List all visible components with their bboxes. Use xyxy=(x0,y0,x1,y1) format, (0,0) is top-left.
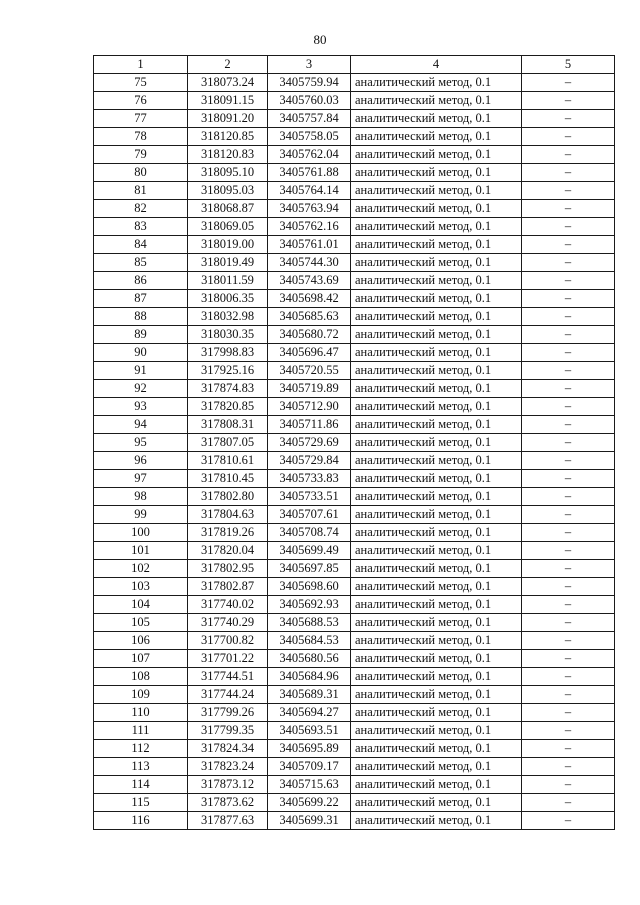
table-row xyxy=(94,506,615,524)
header-row xyxy=(94,56,615,74)
method-cell: аналитический метод, 0.1 xyxy=(351,812,522,830)
note-cell: – xyxy=(522,650,615,668)
y-coordinate-cell: 3405698.60 xyxy=(268,578,351,596)
point-number-cell: 78 xyxy=(94,128,188,146)
table-row xyxy=(94,812,615,830)
method-cell: аналитический метод, 0.1 xyxy=(351,686,522,704)
point-number-cell: 115 xyxy=(94,794,188,812)
point-number-cell: 109 xyxy=(94,686,188,704)
method-cell: аналитический метод, 0.1 xyxy=(351,560,522,578)
method-cell: аналитический метод, 0.1 xyxy=(351,362,522,380)
point-number-cell: 103 xyxy=(94,578,188,596)
x-coordinate-cell: 317701.22 xyxy=(188,650,268,668)
column-header-5: 5 xyxy=(522,56,615,74)
x-coordinate-cell: 317804.63 xyxy=(188,506,268,524)
note-cell: – xyxy=(522,236,615,254)
note-cell: – xyxy=(522,506,615,524)
method-cell: аналитический метод, 0.1 xyxy=(351,272,522,290)
x-coordinate-cell: 317925.16 xyxy=(188,362,268,380)
note-cell: – xyxy=(522,398,615,416)
y-coordinate-cell: 3405761.88 xyxy=(268,164,351,182)
point-number-cell: 98 xyxy=(94,488,188,506)
table-body xyxy=(94,74,615,830)
x-coordinate-cell: 317873.12 xyxy=(188,776,268,794)
table-row xyxy=(94,542,615,560)
x-coordinate-cell: 318120.85 xyxy=(188,128,268,146)
point-number-cell: 107 xyxy=(94,650,188,668)
point-number-cell: 110 xyxy=(94,704,188,722)
x-coordinate-cell: 317810.61 xyxy=(188,452,268,470)
note-cell: – xyxy=(522,794,615,812)
y-coordinate-cell: 3405733.83 xyxy=(268,470,351,488)
method-cell: аналитический метод, 0.1 xyxy=(351,434,522,452)
point-number-cell: 114 xyxy=(94,776,188,794)
x-coordinate-cell: 317820.85 xyxy=(188,398,268,416)
y-coordinate-cell: 3405708.74 xyxy=(268,524,351,542)
point-number-cell: 76 xyxy=(94,92,188,110)
point-number-cell: 93 xyxy=(94,398,188,416)
table-row xyxy=(94,470,615,488)
note-cell: – xyxy=(522,776,615,794)
y-coordinate-cell: 3405697.85 xyxy=(268,560,351,578)
x-coordinate-cell: 317873.62 xyxy=(188,794,268,812)
y-coordinate-cell: 3405699.31 xyxy=(268,812,351,830)
method-cell: аналитический метод, 0.1 xyxy=(351,182,522,200)
table-row xyxy=(94,776,615,794)
note-cell: – xyxy=(522,452,615,470)
method-cell: аналитический метод, 0.1 xyxy=(351,722,522,740)
note-cell: – xyxy=(522,524,615,542)
y-coordinate-cell: 3405712.90 xyxy=(268,398,351,416)
note-cell: – xyxy=(522,740,615,758)
column-header-2: 2 xyxy=(188,56,268,74)
table-row xyxy=(94,344,615,362)
x-coordinate-cell: 317820.04 xyxy=(188,542,268,560)
column-header-1: 1 xyxy=(94,56,188,74)
method-cell: аналитический метод, 0.1 xyxy=(351,758,522,776)
table-row xyxy=(94,164,615,182)
point-number-cell: 95 xyxy=(94,434,188,452)
point-number-cell: 85 xyxy=(94,254,188,272)
point-number-cell: 106 xyxy=(94,632,188,650)
y-coordinate-cell: 3405684.53 xyxy=(268,632,351,650)
note-cell: – xyxy=(522,110,615,128)
method-cell: аналитический метод, 0.1 xyxy=(351,452,522,470)
table-row xyxy=(94,200,615,218)
note-cell: – xyxy=(522,380,615,398)
method-cell: аналитический метод, 0.1 xyxy=(351,578,522,596)
note-cell: – xyxy=(522,182,615,200)
y-coordinate-cell: 3405689.31 xyxy=(268,686,351,704)
method-cell: аналитический метод, 0.1 xyxy=(351,146,522,164)
method-cell: аналитический метод, 0.1 xyxy=(351,344,522,362)
y-coordinate-cell: 3405695.89 xyxy=(268,740,351,758)
x-coordinate-cell: 317744.24 xyxy=(188,686,268,704)
y-coordinate-cell: 3405763.94 xyxy=(268,200,351,218)
y-coordinate-cell: 3405762.16 xyxy=(268,218,351,236)
table-row xyxy=(94,488,615,506)
method-cell: аналитический метод, 0.1 xyxy=(351,254,522,272)
point-number-cell: 81 xyxy=(94,182,188,200)
point-number-cell: 94 xyxy=(94,416,188,434)
table-row xyxy=(94,722,615,740)
note-cell: – xyxy=(522,614,615,632)
method-cell: аналитический метод, 0.1 xyxy=(351,110,522,128)
y-coordinate-cell: 3405743.69 xyxy=(268,272,351,290)
point-number-cell: 111 xyxy=(94,722,188,740)
method-cell: аналитический метод, 0.1 xyxy=(351,128,522,146)
x-coordinate-cell: 318019.49 xyxy=(188,254,268,272)
note-cell: – xyxy=(522,758,615,776)
coordinates-table xyxy=(93,55,615,830)
y-coordinate-cell: 3405707.61 xyxy=(268,506,351,524)
x-coordinate-cell: 317740.02 xyxy=(188,596,268,614)
method-cell: аналитический метод, 0.1 xyxy=(351,326,522,344)
y-coordinate-cell: 3405715.63 xyxy=(268,776,351,794)
table-row xyxy=(94,236,615,254)
method-cell: аналитический метод, 0.1 xyxy=(351,776,522,794)
note-cell: – xyxy=(522,416,615,434)
table-header xyxy=(94,56,615,74)
y-coordinate-cell: 3405699.49 xyxy=(268,542,351,560)
table-row xyxy=(94,146,615,164)
table-row xyxy=(94,218,615,236)
method-cell: аналитический метод, 0.1 xyxy=(351,668,522,686)
method-cell: аналитический метод, 0.1 xyxy=(351,308,522,326)
table-row xyxy=(94,578,615,596)
y-coordinate-cell: 3405685.63 xyxy=(268,308,351,326)
x-coordinate-cell: 317799.26 xyxy=(188,704,268,722)
y-coordinate-cell: 3405729.69 xyxy=(268,434,351,452)
point-number-cell: 101 xyxy=(94,542,188,560)
point-number-cell: 100 xyxy=(94,524,188,542)
y-coordinate-cell: 3405757.84 xyxy=(268,110,351,128)
note-cell: – xyxy=(522,128,615,146)
note-cell: – xyxy=(522,704,615,722)
method-cell: аналитический метод, 0.1 xyxy=(351,542,522,560)
x-coordinate-cell: 318069.05 xyxy=(188,218,268,236)
point-number-cell: 84 xyxy=(94,236,188,254)
point-number-cell: 80 xyxy=(94,164,188,182)
note-cell: – xyxy=(522,542,615,560)
y-coordinate-cell: 3405698.42 xyxy=(268,290,351,308)
table-row xyxy=(94,740,615,758)
point-number-cell: 105 xyxy=(94,614,188,632)
y-coordinate-cell: 3405762.04 xyxy=(268,146,351,164)
x-coordinate-cell: 317874.83 xyxy=(188,380,268,398)
y-coordinate-cell: 3405699.22 xyxy=(268,794,351,812)
note-cell: – xyxy=(522,722,615,740)
x-coordinate-cell: 317744.51 xyxy=(188,668,268,686)
method-cell: аналитический метод, 0.1 xyxy=(351,650,522,668)
x-coordinate-cell: 318120.83 xyxy=(188,146,268,164)
method-cell: аналитический метод, 0.1 xyxy=(351,488,522,506)
point-number-cell: 99 xyxy=(94,506,188,524)
note-cell: – xyxy=(522,272,615,290)
point-number-cell: 82 xyxy=(94,200,188,218)
x-coordinate-cell: 318011.59 xyxy=(188,272,268,290)
x-coordinate-cell: 317802.87 xyxy=(188,578,268,596)
x-coordinate-cell: 318030.35 xyxy=(188,326,268,344)
y-coordinate-cell: 3405761.01 xyxy=(268,236,351,254)
x-coordinate-cell: 317740.29 xyxy=(188,614,268,632)
note-cell: – xyxy=(522,344,615,362)
x-coordinate-cell: 318032.98 xyxy=(188,308,268,326)
note-cell: – xyxy=(522,164,615,182)
table-row xyxy=(94,398,615,416)
y-coordinate-cell: 3405720.55 xyxy=(268,362,351,380)
note-cell: – xyxy=(522,596,615,614)
point-number-cell: 86 xyxy=(94,272,188,290)
table-row xyxy=(94,362,615,380)
x-coordinate-cell: 318068.87 xyxy=(188,200,268,218)
method-cell: аналитический метод, 0.1 xyxy=(351,92,522,110)
point-number-cell: 75 xyxy=(94,74,188,92)
table-row xyxy=(94,74,615,92)
y-coordinate-cell: 3405696.47 xyxy=(268,344,351,362)
table-row xyxy=(94,308,615,326)
x-coordinate-cell: 317802.95 xyxy=(188,560,268,578)
y-coordinate-cell: 3405680.72 xyxy=(268,326,351,344)
note-cell: – xyxy=(522,434,615,452)
y-coordinate-cell: 3405759.94 xyxy=(268,74,351,92)
method-cell: аналитический метод, 0.1 xyxy=(351,236,522,254)
note-cell: – xyxy=(522,290,615,308)
y-coordinate-cell: 3405693.51 xyxy=(268,722,351,740)
note-cell: – xyxy=(522,254,615,272)
x-coordinate-cell: 317824.34 xyxy=(188,740,268,758)
table-row xyxy=(94,596,615,614)
method-cell: аналитический метод, 0.1 xyxy=(351,506,522,524)
x-coordinate-cell: 317807.05 xyxy=(188,434,268,452)
table-row xyxy=(94,560,615,578)
note-cell: – xyxy=(522,74,615,92)
point-number-cell: 112 xyxy=(94,740,188,758)
y-coordinate-cell: 3405729.84 xyxy=(268,452,351,470)
table-row xyxy=(94,524,615,542)
x-coordinate-cell: 317877.63 xyxy=(188,812,268,830)
point-number-cell: 96 xyxy=(94,452,188,470)
x-coordinate-cell: 317998.83 xyxy=(188,344,268,362)
table-row xyxy=(94,128,615,146)
x-coordinate-cell: 317799.35 xyxy=(188,722,268,740)
method-cell: аналитический метод, 0.1 xyxy=(351,74,522,92)
x-coordinate-cell: 317819.26 xyxy=(188,524,268,542)
note-cell: – xyxy=(522,326,615,344)
point-number-cell: 83 xyxy=(94,218,188,236)
table-row xyxy=(94,182,615,200)
note-cell: – xyxy=(522,578,615,596)
method-cell: аналитический метод, 0.1 xyxy=(351,596,522,614)
y-coordinate-cell: 3405733.51 xyxy=(268,488,351,506)
note-cell: – xyxy=(522,92,615,110)
point-number-cell: 97 xyxy=(94,470,188,488)
table-row xyxy=(94,614,615,632)
table-row xyxy=(94,254,615,272)
point-number-cell: 116 xyxy=(94,812,188,830)
column-header-3: 3 xyxy=(268,56,351,74)
table-row xyxy=(94,794,615,812)
method-cell: аналитический метод, 0.1 xyxy=(351,164,522,182)
note-cell: – xyxy=(522,488,615,506)
method-cell: аналитический метод, 0.1 xyxy=(351,380,522,398)
y-coordinate-cell: 3405709.17 xyxy=(268,758,351,776)
table-row xyxy=(94,272,615,290)
table-row xyxy=(94,380,615,398)
y-coordinate-cell: 3405684.96 xyxy=(268,668,351,686)
table-row xyxy=(94,704,615,722)
x-coordinate-cell: 318091.20 xyxy=(188,110,268,128)
note-cell: – xyxy=(522,812,615,830)
point-number-cell: 102 xyxy=(94,560,188,578)
note-cell: – xyxy=(522,470,615,488)
x-coordinate-cell: 318073.24 xyxy=(188,74,268,92)
table-row xyxy=(94,110,615,128)
table-row xyxy=(94,758,615,776)
x-coordinate-cell: 318095.10 xyxy=(188,164,268,182)
note-cell: – xyxy=(522,632,615,650)
method-cell: аналитический метод, 0.1 xyxy=(351,524,522,542)
table-row xyxy=(94,92,615,110)
point-number-cell: 108 xyxy=(94,668,188,686)
note-cell: – xyxy=(522,200,615,218)
point-number-cell: 113 xyxy=(94,758,188,776)
point-number-cell: 91 xyxy=(94,362,188,380)
method-cell: аналитический метод, 0.1 xyxy=(351,614,522,632)
note-cell: – xyxy=(522,146,615,164)
y-coordinate-cell: 3405764.14 xyxy=(268,182,351,200)
x-coordinate-cell: 318006.35 xyxy=(188,290,268,308)
method-cell: аналитический метод, 0.1 xyxy=(351,704,522,722)
point-number-cell: 104 xyxy=(94,596,188,614)
x-coordinate-cell: 317700.82 xyxy=(188,632,268,650)
method-cell: аналитический метод, 0.1 xyxy=(351,398,522,416)
y-coordinate-cell: 3405711.86 xyxy=(268,416,351,434)
method-cell: аналитический метод, 0.1 xyxy=(351,416,522,434)
y-coordinate-cell: 3405758.05 xyxy=(268,128,351,146)
note-cell: – xyxy=(522,308,615,326)
point-number-cell: 89 xyxy=(94,326,188,344)
note-cell: – xyxy=(522,362,615,380)
method-cell: аналитический метод, 0.1 xyxy=(351,218,522,236)
x-coordinate-cell: 317810.45 xyxy=(188,470,268,488)
table-row xyxy=(94,290,615,308)
y-coordinate-cell: 3405760.03 xyxy=(268,92,351,110)
table-row xyxy=(94,668,615,686)
x-coordinate-cell: 317808.31 xyxy=(188,416,268,434)
point-number-cell: 87 xyxy=(94,290,188,308)
x-coordinate-cell: 317823.24 xyxy=(188,758,268,776)
table-row xyxy=(94,452,615,470)
table-row xyxy=(94,686,615,704)
column-header-4: 4 xyxy=(351,56,522,74)
method-cell: аналитический метод, 0.1 xyxy=(351,794,522,812)
point-number-cell: 88 xyxy=(94,308,188,326)
method-cell: аналитический метод, 0.1 xyxy=(351,740,522,758)
y-coordinate-cell: 3405719.89 xyxy=(268,380,351,398)
note-cell: – xyxy=(522,560,615,578)
point-number-cell: 77 xyxy=(94,110,188,128)
y-coordinate-cell: 3405694.27 xyxy=(268,704,351,722)
method-cell: аналитический метод, 0.1 xyxy=(351,470,522,488)
table-row xyxy=(94,416,615,434)
table-row xyxy=(94,326,615,344)
method-cell: аналитический метод, 0.1 xyxy=(351,290,522,308)
note-cell: – xyxy=(522,668,615,686)
y-coordinate-cell: 3405692.93 xyxy=(268,596,351,614)
note-cell: – xyxy=(522,686,615,704)
table-row xyxy=(94,650,615,668)
method-cell: аналитический метод, 0.1 xyxy=(351,200,522,218)
x-coordinate-cell: 318019.00 xyxy=(188,236,268,254)
x-coordinate-cell: 317802.80 xyxy=(188,488,268,506)
point-number-cell: 90 xyxy=(94,344,188,362)
point-number-cell: 92 xyxy=(94,380,188,398)
y-coordinate-cell: 3405744.30 xyxy=(268,254,351,272)
x-coordinate-cell: 318091.15 xyxy=(188,92,268,110)
note-cell: – xyxy=(522,218,615,236)
table-row xyxy=(94,632,615,650)
table-row xyxy=(94,434,615,452)
method-cell: аналитический метод, 0.1 xyxy=(351,632,522,650)
page-number: 80 xyxy=(313,32,327,47)
y-coordinate-cell: 3405688.53 xyxy=(268,614,351,632)
x-coordinate-cell: 318095.03 xyxy=(188,182,268,200)
point-number-cell: 79 xyxy=(94,146,188,164)
y-coordinate-cell: 3405680.56 xyxy=(268,650,351,668)
